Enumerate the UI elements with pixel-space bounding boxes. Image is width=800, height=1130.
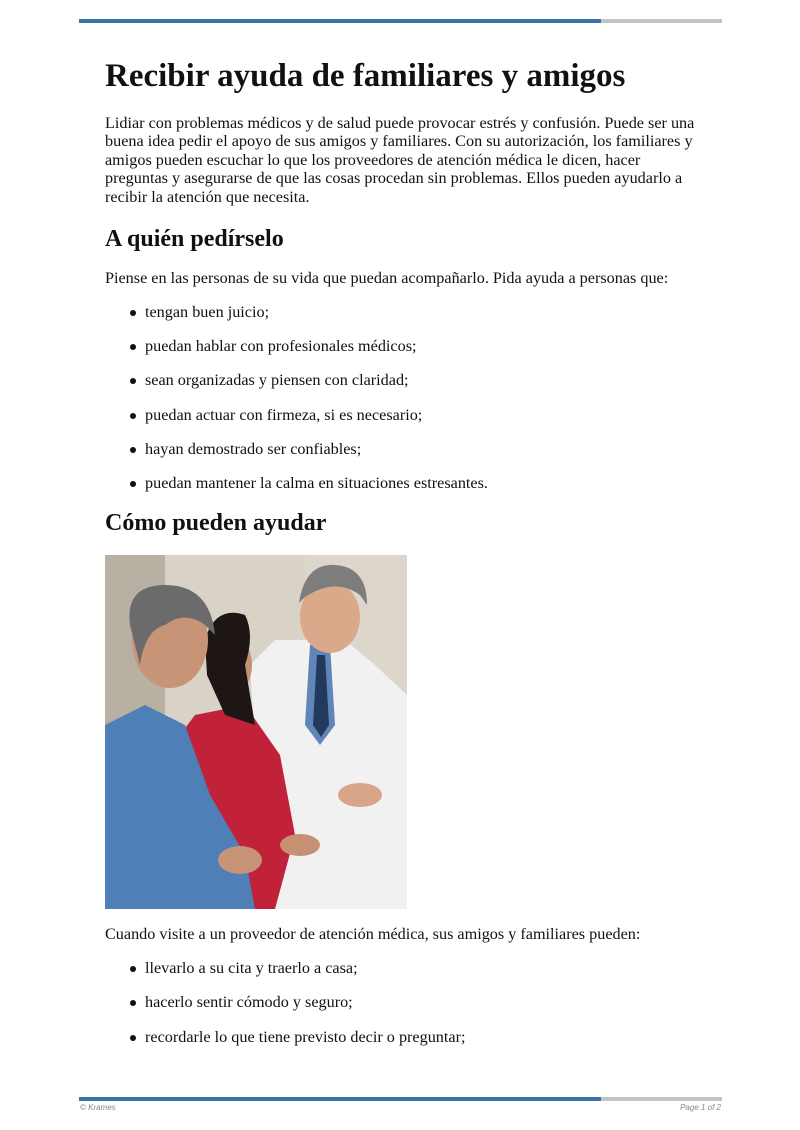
page-title: Recibir ayuda de familiares y amigos — [105, 58, 626, 94]
header-rule-accent — [79, 19, 601, 23]
list-item: tengan buen juicio; — [105, 303, 705, 322]
doctor-consultation-photo — [105, 555, 407, 909]
list-item: hayan demostrado ser confiables; — [105, 440, 705, 459]
intro-paragraph: Lidiar con problemas médicos y de salud puede provocar estrés y confusión. Puede ser una buena idea pedir el apoyo de sus amigos y familiares. Con su autorización, los familiares y amigos pueden escuchar lo que los proveedores de atención médica le dicen, hacer preguntas y asegurarse de que las cosas procedan sin problemas. Ellos pueden ayudarlo a recibir la atención que necesita. — [105, 114, 695, 206]
list-item: llevarlo a su cita y traerlo a casa; — [105, 959, 705, 978]
how-list — [105, 959, 705, 1046]
footer-page-number: Page 1 of 2 — [680, 1103, 721, 1112]
list-item: sean organizadas y piensen con claridad; — [105, 371, 705, 390]
document-body — [105, 56, 705, 1062]
footer-rule — [79, 1097, 722, 1101]
section-heading-who: A quién pedírselo — [105, 226, 284, 253]
list-item: puedan actuar con firmeza, si es necesario; — [105, 406, 705, 425]
section-how-lead: Cuando visite a un proveedor de atención médica, sus amigos y familiares pueden: — [105, 925, 641, 944]
section-who-lead: Piense en las personas de su vida que puedan acompañarlo. Pida ayuda a personas que: — [105, 269, 669, 288]
list-item: puedan mantener la calma en situaciones estresantes. — [105, 474, 705, 493]
list-item: recordarle lo que tiene previsto decir o preguntar; — [105, 1028, 705, 1047]
who-list — [105, 303, 705, 493]
list-item: puedan hablar con profesionales médicos; — [105, 337, 705, 356]
header-rule — [79, 19, 722, 23]
footer-copyright: © Krames — [80, 1103, 116, 1112]
footer-rule-accent — [79, 1097, 601, 1101]
section-heading-how: Cómo pueden ayudar — [105, 510, 327, 537]
list-item: hacerlo sentir cómodo y seguro; — [105, 993, 705, 1012]
